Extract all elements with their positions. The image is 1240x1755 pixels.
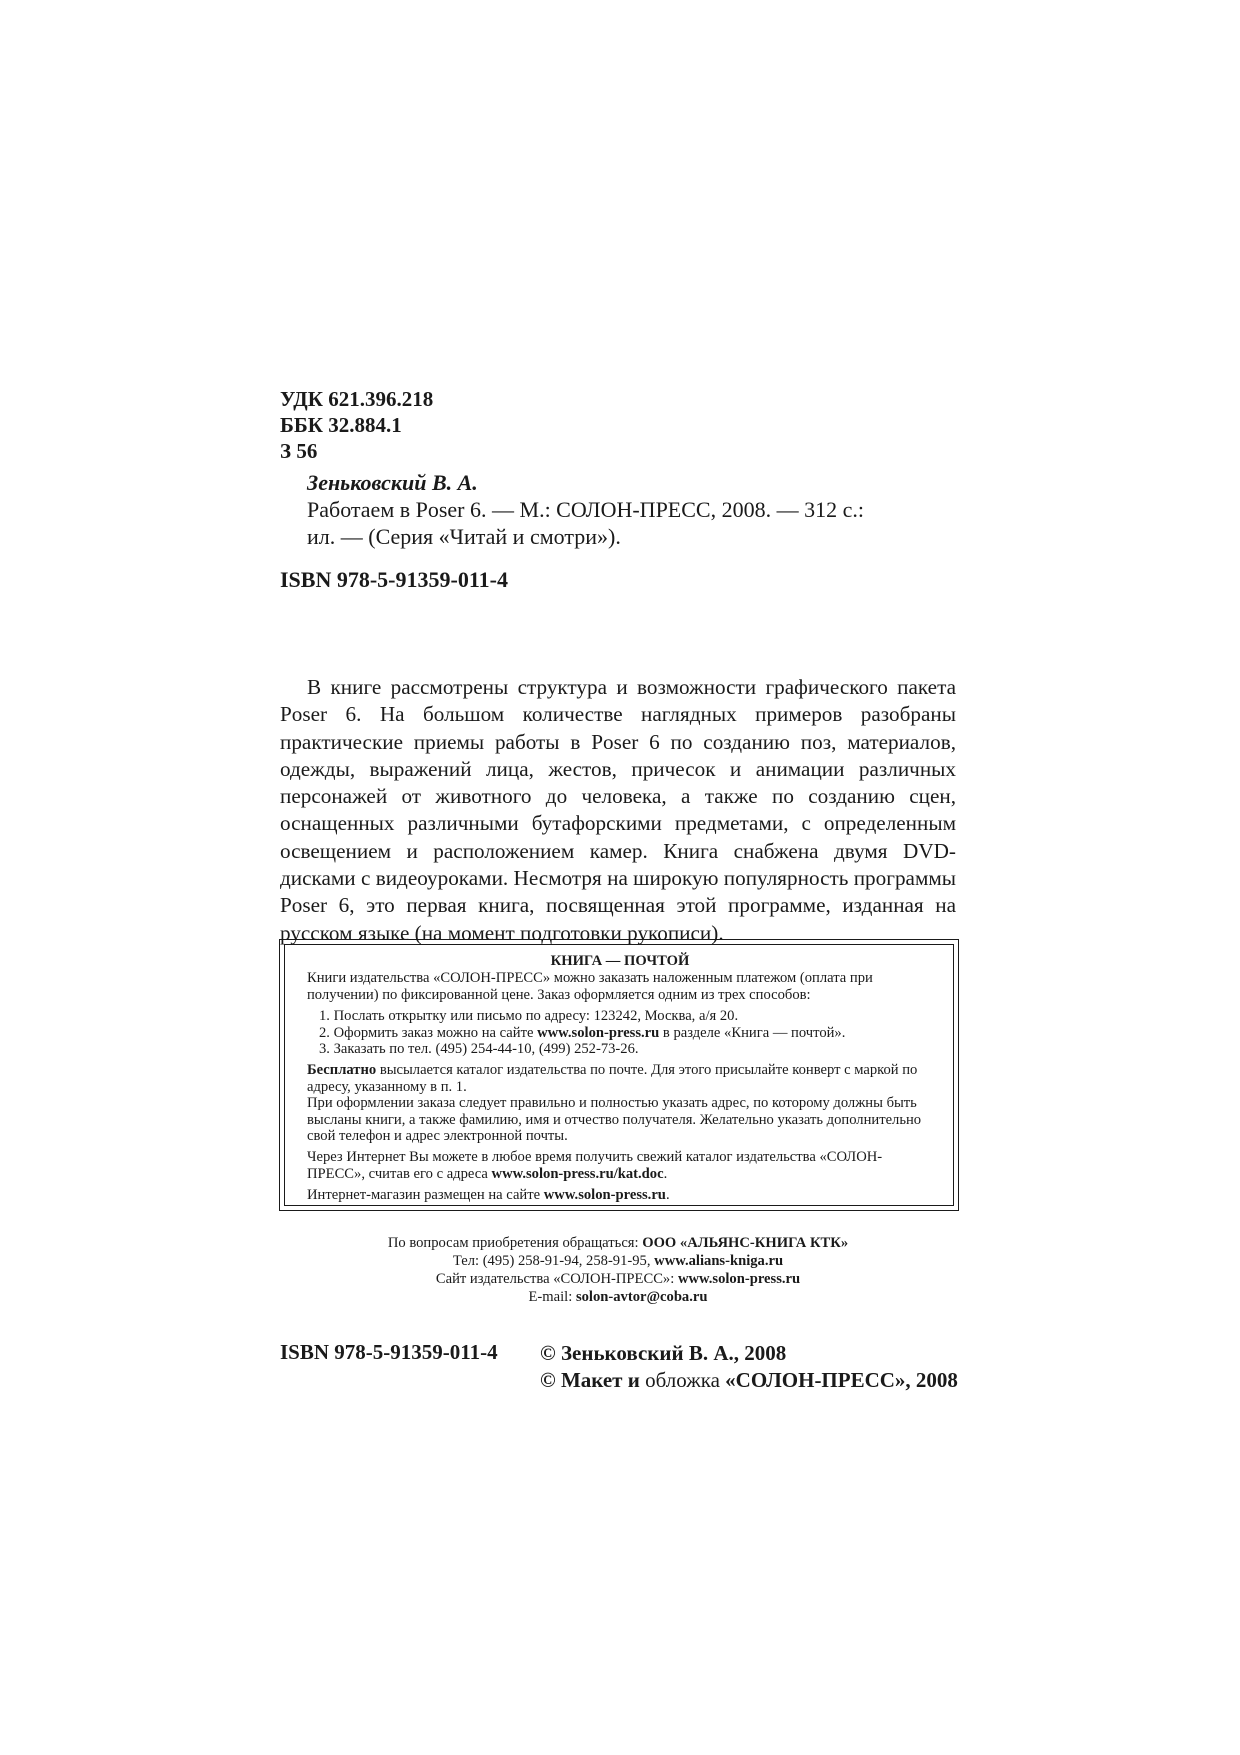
mail-order-box-inner: [284, 944, 954, 1206]
contacts-block: [280, 1234, 956, 1306]
udk-code: УДК 621.396.218: [280, 387, 434, 411]
contacts-line-4: E-mail: solon-avtor@coba.ru: [528, 1289, 708, 1305]
copyright-author: © Зеньковский В. А., 2008: [540, 1341, 787, 1365]
biblio-line-1: Работаем в Poser 6. — М.: СОЛОН-ПРЕСС, 2008. — 312 с.:: [307, 497, 864, 522]
isbn-top: ISBN 978-5-91359-011-4: [280, 567, 508, 592]
annotation-paragraph: В книге рассмотрены структура и возможности графического пакета Poser 6. На большом количестве наглядных примеров разобраны практические приемы работы в Poser 6 по созданию поз, материалов, одежды, выражений лица, жестов, причесок и анимации различных персонажей от животного до человека, а также по созданию сцен, оснащенных различными бутафорскими предметами, с определенным освещением и расположением камер. Книга снабжена двумя DVD-дисками с видеоуроками. Несмотря на широкую популярность программы Poser 6, это первая книга, посвященная этой программе, изданная на русском языке (на момент подготовки рукописи).: [280, 675, 956, 945]
mail-order-box: [279, 939, 959, 1211]
order-method-3: 3. Заказать по тел. (495) 254-44-10, (499) 252-73-26.: [319, 1041, 639, 1058]
contacts-line-2: Тел: (495) 258-91-94, 258-91-95, www.alians-kniga.ru: [452, 1253, 784, 1269]
mail-order-intro: Книги издательства «СОЛОН-ПРЕСС» можно заказать наложенным платежом (оплата при получении) по фиксированной цене. Заказ оформляется одним из трех способов:: [307, 970, 873, 1003]
catalog-link[interactable]: www.solon-press.ru/kat.doc: [491, 1165, 664, 1182]
alians-link[interactable]: www.alians-kniga.ru: [654, 1253, 784, 1269]
isbn-footer: ISBN 978-5-91359-011-4: [280, 1340, 498, 1364]
biblio-line-2: ил. — (Серия «Читай и смотри»).: [307, 524, 621, 549]
internet-catalog-note: Через Интернет Вы можете в любое время получить свежий каталог издательства «СОЛОН-ПРЕСС», считав его с адреса www.solon-press.ru/kat.doc.: [307, 1149, 883, 1182]
order-method-1: 1. Послать открытку или письмо по адресу: 123242, Москва, а/я 20.: [319, 1008, 739, 1025]
author-name: Зеньковский В. А.: [307, 470, 478, 495]
copyright-publisher: © Макет и обложка «СОЛОН-ПРЕСС», 2008: [540, 1368, 958, 1392]
mail-order-title: КНИГА — ПОЧТОЙ: [550, 953, 690, 969]
author-mark: З 56: [280, 439, 318, 463]
free-catalog-note: Бесплатно высылается каталог издательства по почте. Для этого присылайте конверт с маркой по адресу, указанному в п. 1.: [307, 1062, 918, 1095]
solon-press-link[interactable]: www.solon-press.ru: [537, 1024, 660, 1041]
classification-codes: [280, 386, 433, 464]
contacts-line-1: По вопросам приобретения обращаться: ООО «АЛЬЯНС-КНИГА КТК»: [387, 1235, 849, 1251]
email-link[interactable]: solon-avtor@coba.ru: [575, 1289, 708, 1305]
publisher-site-link[interactable]: www.solon-press.ru: [677, 1271, 801, 1287]
order-method-2: 2. Оформить заказ можно на сайте www.solon-press.ru в разделе «Книга — почтой».: [319, 1024, 846, 1041]
order-note: При оформлении заказа следует правильно и полностью указать адрес, по которому должны быть высланы книги, а также фамилию, имя и отчество получателя. Желательно указать дополнительно свой телефон и адрес электронной почты.: [307, 1095, 922, 1145]
bbk-code: ББК 32.884.1: [280, 413, 402, 437]
internet-shop-note: Интернет-магазин размещен на сайте www.solon-press.ru.: [307, 1187, 670, 1204]
bibliographic-record: [307, 469, 864, 550]
copyright-block: [540, 1340, 958, 1394]
contacts-line-3: Сайт издательства «СОЛОН-ПРЕСС»: www.solon-press.ru: [435, 1271, 801, 1287]
shop-link[interactable]: www.solon-press.ru: [543, 1187, 666, 1204]
